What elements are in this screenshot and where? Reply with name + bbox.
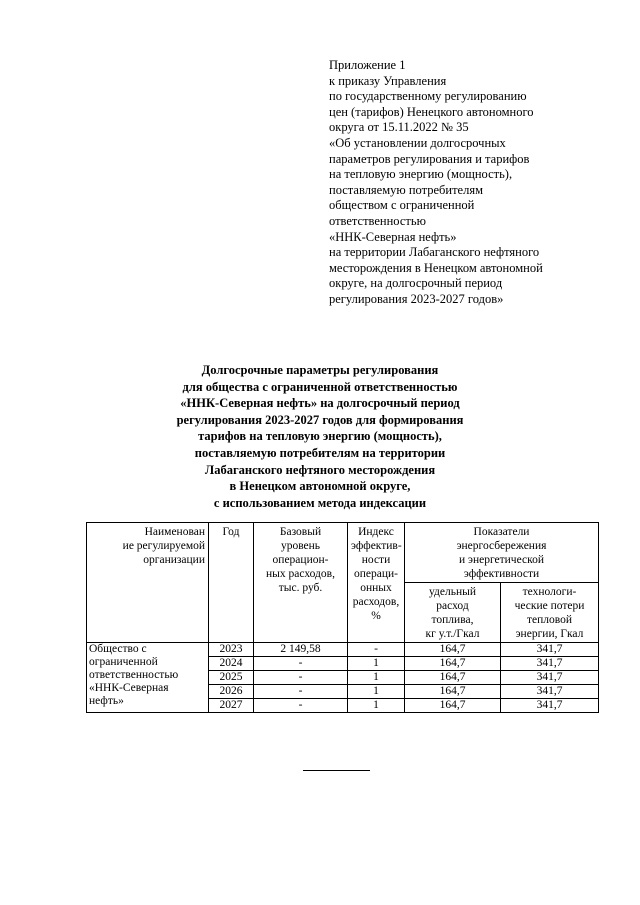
header-efficiency-index: Индекс эффектив- ности операци- онных расходов, % (348, 523, 405, 643)
title-line: «ННК-Северная нефть» на долгосрочный период (180, 396, 460, 411)
appendix-line: месторождения в Ненецком автономной (329, 260, 543, 275)
appendix-line: поставляемую потребителям (329, 182, 484, 197)
header-year: Год (209, 523, 254, 643)
title-line: поставляемую потребителям на территории (194, 445, 446, 460)
base-costs-cell: - (254, 671, 348, 685)
appendix-line: Приложение 1 (329, 58, 406, 72)
fuel-cell: 164,7 (405, 643, 501, 657)
header-heat-losses: технологи- ческие потери тепловой энергии, Гкал (501, 583, 599, 643)
appendix-line: по государственному регулированию (329, 89, 527, 104)
header-fuel-consumption: удельный расход топлива, кг у.т./Гкал (405, 583, 501, 643)
base-costs-cell: - (254, 685, 348, 699)
appendix-line: цен (тарифов) Ненецкого автономного (329, 104, 534, 119)
appendix-line: «Об установлении долгосрочных (329, 135, 506, 150)
table-row (87, 643, 599, 657)
fuel-cell: 164,7 (405, 699, 501, 713)
fuel-cell: 164,7 (405, 685, 501, 699)
appendix-line: обществом с ограниченной (329, 198, 475, 213)
index-cell: 1 (348, 657, 405, 671)
appendix-line: регулирования 2023-2027 годов» (329, 291, 504, 306)
appendix-line: «ННК-Северная нефть» (329, 229, 457, 244)
footer-divider (303, 770, 370, 771)
title-line: Долгосрочные параметры регулирования (201, 363, 439, 377)
index-cell: 1 (348, 671, 405, 685)
title-line: с использованием метода индексации (213, 495, 427, 510)
header-organization: Наименован ие регулируемой организации (87, 523, 209, 643)
year-cell: 2023 (209, 643, 254, 657)
index-cell: 1 (348, 685, 405, 699)
year-cell: 2025 (209, 671, 254, 685)
base-costs-cell: - (254, 657, 348, 671)
index-cell: - (348, 643, 405, 657)
document-title (80, 362, 560, 511)
title-line: для общества с ограниченной ответственностью (182, 379, 458, 394)
appendix-line: ответственностью (329, 213, 426, 228)
header-base-costs: Базовый уровень операцион- ных расходов, тыс. руб. (254, 523, 348, 643)
title-line: тарифов на тепловую энергию (мощность), (198, 429, 442, 444)
parameters-table (86, 522, 599, 713)
organization-cell: Общество с ограниченной ответственностью «ННК-Северная нефть» (87, 643, 209, 713)
fuel-cell: 164,7 (405, 657, 501, 671)
appendix-line: параметров регулирования и тарифов (329, 151, 530, 166)
losses-cell: 341,7 (501, 685, 599, 699)
appendix-line: на территории Лабаганского нефтяного (329, 245, 540, 260)
title-line: регулирования 2023-2027 годов для формирования (176, 412, 464, 427)
index-cell: 1 (348, 699, 405, 713)
appendix-line: к приказу Управления (329, 73, 447, 88)
appendix-line: на тепловую энергию (мощность), (329, 167, 513, 182)
losses-cell: 341,7 (501, 657, 599, 671)
losses-cell: 341,7 (501, 643, 599, 657)
appendix-line: округа от 15.11.2022 № 35 (329, 120, 469, 135)
year-cell: 2026 (209, 685, 254, 699)
title-line: Лабаганского нефтяного месторождения (204, 462, 436, 477)
base-costs-cell: - (254, 699, 348, 713)
appendix-block (329, 58, 629, 308)
losses-cell: 341,7 (501, 671, 599, 685)
header-indicators: Показатели энергосбережения и энергетической эффективности (405, 523, 599, 583)
appendix-line: округе, на долгосрочный период (329, 276, 503, 291)
year-cell: 2024 (209, 657, 254, 671)
title-line: в Ненецком автономной округе, (229, 479, 411, 494)
year-cell: 2027 (209, 699, 254, 713)
base-costs-cell: 2 149,58 (254, 643, 348, 657)
fuel-cell: 164,7 (405, 671, 501, 685)
losses-cell: 341,7 (501, 699, 599, 713)
